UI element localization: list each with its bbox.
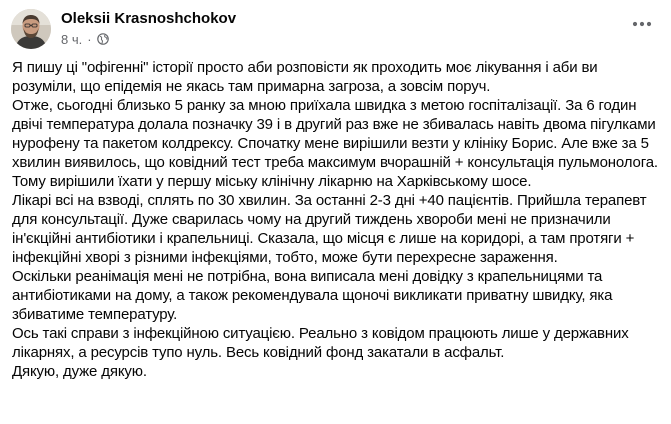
post-paragraph: Отже, сьогодні близько 5 ранку за мною приїхала швидка з метою госпіталізації. За 6 годин двічі температура долала позначку 39 і в другий раз вже не збивалась навіть двома пігулками нурофену та пакетом колдрексу. Спочатку мене вирішили везти у клініку Борис. Але вже за 5 хвилин виявилось, що ковідний тест треба максимум вчорашній + консультація пульмонолога. Тому вирішили їхати у першу міську клінічну лікарню на Харківському шосе. — [12, 97, 658, 190]
post-meta — [61, 31, 109, 47]
more-options-icon[interactable] — [627, 14, 657, 34]
post-text — [12, 58, 662, 381]
meta-separator: · — [87, 31, 92, 47]
post-paragraph: Дякую, дуже дякую. — [12, 363, 147, 380]
post-paragraph: Я пишу ці "офігенні" історії просто аби розповісти як проходить моє лікування і аби ви розуміли, що епідемія не якась там примарна загроза, а зовсім поруч. — [12, 59, 598, 95]
post-paragraph: Ось такі справи з інфекційною ситуацією. Реально з ковідом працюють лише у державних лікарнях, а ресурсів тупо нуль. Весь ковідний фонд закатали в асфальт. — [12, 325, 629, 361]
avatar[interactable] — [11, 9, 51, 49]
author-name[interactable]: Oleksii Krasnoshchokov — [61, 10, 237, 27]
post-paragraph: Лікарі всі на взводі, сплять по 30 хвилин. За останні 2-3 дні +40 пацієнтів. Прийшла терапевт для консультації. Дуже сварилась чому на другий тиждень хвороби мені не призначили ін'єкційні антибіотики і крапельниці. Сказала, що місця є лише на коридорі, а там протяги + інфекційні хворі з різними інфекціями, тобто, може бути перехресне зараження. — [12, 192, 647, 266]
post-paragraph: Оскільки реанімація мені не потрібна, вона виписала мені довідку з крапельницями та антибіотиками на дому, а також рекомендувала щоночі викликати приватну швидку, яка збиватиме температуру. — [12, 268, 613, 323]
avatar-image — [11, 9, 51, 49]
globe-icon[interactable] — [97, 33, 109, 45]
post-timestamp[interactable]: 8 ч. — [61, 31, 83, 47]
